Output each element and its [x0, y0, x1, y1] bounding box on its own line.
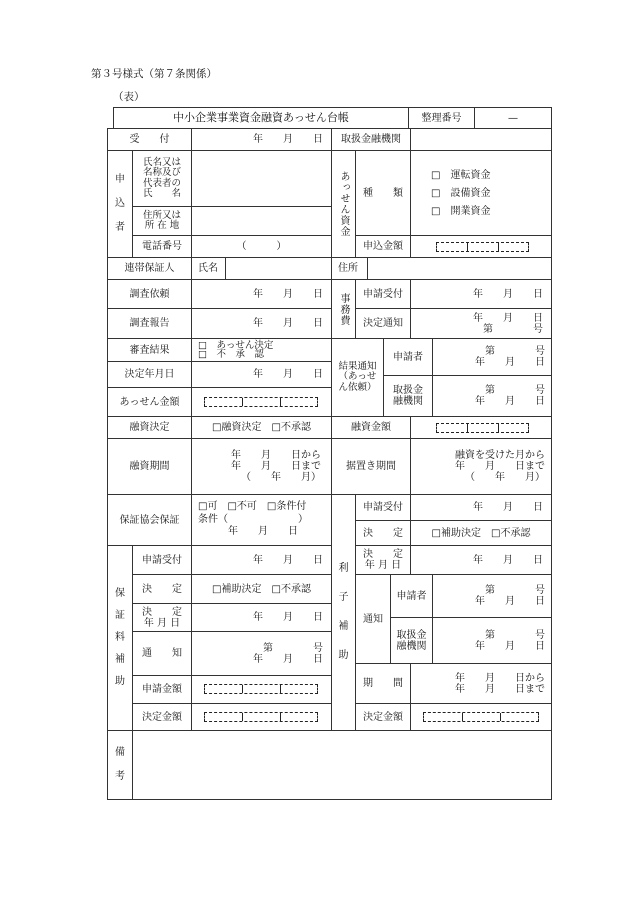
- amount-box: [204, 397, 318, 407]
- amount-box: [204, 684, 318, 694]
- rh-shinseisha-label: 申請者: [390, 574, 433, 618]
- shinsa-kekka-options[interactable]: □ あっせん決定 □ 不 承 認: [191, 338, 332, 362]
- hr-kettei-kingaku-label: 決定金額: [132, 703, 192, 731]
- hr-uketsuke-date[interactable]: 年 月 日: [191, 545, 332, 575]
- hoshou-kyoukai-label: 保証協会保証: [107, 494, 192, 546]
- page-side-label: （表）: [113, 91, 145, 103]
- moushikomi-kingaku-field[interactable]: [410, 235, 552, 258]
- hr-kettei-options[interactable]: □補助決定 □不承認: [191, 574, 332, 604]
- hoshou-ryou-hojo-label: 保 証 料 補 助: [107, 545, 133, 731]
- chousa-houkoku-date[interactable]: 年 月 日: [191, 308, 332, 339]
- tel-field[interactable]: （ ）: [191, 235, 332, 258]
- rh-uketsuke-date[interactable]: 年 月 日: [410, 494, 552, 521]
- tel-label: 電話番号: [132, 235, 192, 258]
- kekka-kikan-label: 取扱金 融機関: [383, 375, 433, 417]
- rh-shinseisha-value[interactable]: 第 号 年 月 日: [432, 574, 552, 618]
- rishi-hojo-label: 利 子 補 助: [331, 494, 356, 731]
- chousa-irai-label: 調査依頼: [107, 279, 192, 309]
- bikou-field[interactable]: [132, 730, 552, 800]
- hr-kettei-kingaku-field[interactable]: [191, 703, 332, 731]
- hr-shinsei-kingaku-field[interactable]: [191, 675, 332, 704]
- form-number: 第３号様式（第７条関係）: [91, 68, 217, 80]
- kekka-tsuchi-label: 結果通知 （あっせ ん依頼）: [331, 338, 384, 417]
- rh-tsuchi-label: 通知: [355, 574, 391, 664]
- rh-period-value[interactable]: 年 月 日から 年 月 日まで: [410, 663, 552, 704]
- suekoki-value[interactable]: 融資を受けた月から 年 月 日まで （ 年 月）: [410, 438, 552, 495]
- yuushi-kettei-label: 融資決定: [107, 416, 192, 439]
- kettei-date-label: 決定年月日: [107, 361, 192, 388]
- assen-shikin-label: あっせん資金: [331, 150, 356, 258]
- uketsuke-date: 年 月 日: [191, 128, 332, 151]
- hr-kettei-date-label: 決 定 年 月 日: [132, 603, 192, 632]
- kekka-shinseisha-value[interactable]: 第 号 年 月 日: [432, 338, 552, 376]
- rentai-name-field[interactable]: [225, 257, 332, 280]
- hr-kettei-label: 決 定: [132, 574, 192, 604]
- amount-box: [204, 712, 318, 722]
- hr-shinsei-kingaku-label: 申請金額: [132, 675, 192, 704]
- rentai-addr-label: 住所: [331, 257, 368, 280]
- amount-box: [436, 242, 529, 252]
- rentai-addr-field[interactable]: [367, 257, 552, 280]
- moushikomisha-label: 申 込 者: [107, 150, 133, 258]
- hr-kettei-date[interactable]: 年 月 日: [191, 603, 332, 632]
- rh-kettei-label: 決 定: [355, 520, 411, 546]
- rh-kettei-kingaku-label: 決定金額: [355, 703, 411, 731]
- hr-tsuchi-value[interactable]: 第 号 年 月 日: [191, 631, 332, 676]
- hr-uketsuke-label: 申請受付: [132, 545, 192, 575]
- toriatsukai-kikan-value: [410, 128, 552, 151]
- rentai-hoshounin-label: 連帯保証人: [107, 257, 192, 280]
- rh-kettei-date[interactable]: 年 月 日: [410, 545, 552, 575]
- chousa-houkoku-label: 調査報告: [107, 308, 192, 339]
- jimuhi-kettei-label: 決定通知: [355, 308, 411, 339]
- yuushi-kettei-options[interactable]: □融資決定 □不承認: [191, 416, 332, 439]
- kekka-shinseisha-label: 申請者: [383, 338, 433, 376]
- shurui-options[interactable]: [410, 150, 552, 236]
- yuushi-kingaku-field[interactable]: [410, 416, 552, 439]
- option-unten[interactable]: □ 運転資金: [431, 169, 491, 181]
- rentai-name-label: 氏名: [191, 257, 226, 280]
- option-setsubi[interactable]: □ 設備資金: [431, 187, 491, 199]
- suekoki-label: 据置き期間: [331, 438, 411, 495]
- yuushi-kikan-label: 融資期間: [107, 438, 192, 495]
- jimuhi-shinsei-date[interactable]: 年 月 日: [410, 279, 552, 309]
- chousa-irai-date[interactable]: 年 月 日: [191, 279, 332, 309]
- shurui-label: 種 類: [355, 150, 411, 236]
- bikou-label: 備 考: [107, 730, 133, 800]
- assen-kingaku-field[interactable]: [191, 387, 332, 417]
- hoshou-kyoukai-value[interactable]: □可 □不可 □条件付 条件（ ） 年 月 日: [191, 494, 332, 546]
- rh-uketsuke-label: 申請受付: [355, 494, 411, 521]
- rh-kettei-options[interactable]: □補助決定 □不承認: [410, 520, 552, 546]
- rh-kettei-date-label: 決 定 年 月 日: [355, 545, 411, 575]
- hr-tsuchi-label: 通 知: [132, 631, 192, 676]
- yuushi-kikan-value[interactable]: 年 月 日から 年 月 日まで （ 年 月）: [191, 438, 332, 495]
- rh-kettei-kingaku-field[interactable]: [410, 703, 552, 731]
- option-kaigyou[interactable]: □ 開業資金: [431, 205, 491, 217]
- rh-period-label: 期 間: [355, 663, 411, 704]
- uketsuke-label: 受 付: [107, 128, 192, 151]
- jimuhi-kettei-value[interactable]: 年 月 日 第 号: [410, 308, 552, 339]
- moushikomi-kingaku-label: 申込金額: [355, 235, 411, 258]
- amount-box: [436, 423, 529, 433]
- seiri-number-value: —: [474, 107, 552, 129]
- kekka-kikan-value[interactable]: 第 号 年 月 日: [432, 375, 552, 417]
- name-label: 氏名又は 名称及び 代表者の 氏 名: [132, 150, 192, 207]
- rh-kikan-label: 取扱金 融機関: [390, 617, 433, 664]
- address-label: 住所又は 所 在 地: [132, 206, 192, 236]
- yuushi-kingaku-label: 融資金額: [331, 416, 411, 439]
- amount-box: [423, 712, 539, 722]
- toriatsukai-kikan-label: 取扱金融機関: [331, 128, 411, 151]
- shinsa-kekka-label: 審査結果: [107, 338, 192, 362]
- jimuhi-shinsei-label: 申請受付: [355, 279, 411, 309]
- seiri-number-label: 整理番号: [408, 107, 475, 129]
- address-field[interactable]: [191, 206, 332, 236]
- kettei-date-field[interactable]: 年 月 日: [191, 361, 332, 388]
- rh-kikan-value[interactable]: 第 号 年 月 日: [432, 617, 552, 664]
- name-field[interactable]: [191, 150, 332, 207]
- assen-kingaku-label: あっせん金額: [107, 387, 192, 417]
- ledger-title: 中小企業事業資金融資あっせん台帳: [113, 107, 409, 129]
- jimuhi-label: 事務費: [331, 279, 356, 339]
